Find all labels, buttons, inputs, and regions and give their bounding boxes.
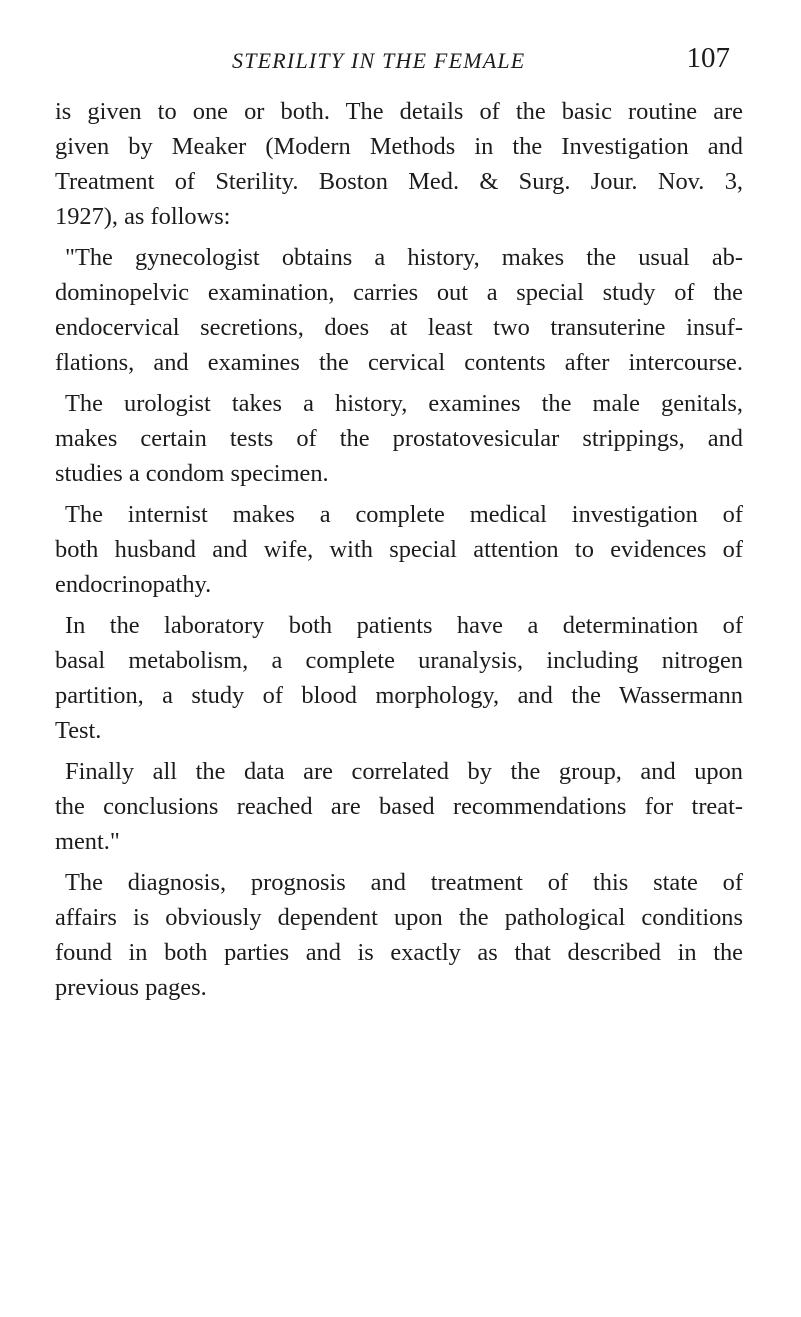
text-line: affairs is obviously dependent upon the pathological conditions (55, 904, 743, 931)
text-line: studies a condom specimen. (55, 460, 329, 487)
text-line: endocervical secretions, does at least two transuterine insuf- (55, 314, 743, 341)
text-line: partition, a study of blood morphology, and the Wassermann (55, 682, 743, 709)
text-line: both husband and wife, with special attention to evidences of (55, 536, 743, 563)
running-title: STERILITY IN THE FEMALE (232, 48, 526, 73)
text-line: makes certain tests of the prostatovesicular strippings, and (55, 425, 743, 452)
paragraph-urologist (55, 386, 743, 491)
text-line: Finally all the data are correlated by the group, and upon (65, 758, 743, 785)
text-line: the conclusions reached are based recommendations for treat- (55, 793, 743, 820)
text-line: flations, and examines the cervical contents after intercourse. (55, 349, 743, 376)
text-line: The urologist takes a history, examines the male genitals, (65, 390, 743, 417)
paragraph-intro (55, 94, 743, 234)
text-line: basal metabolism, a complete uranalysis, including nitrogen (55, 647, 743, 674)
text-line: endocrinopathy. (55, 571, 212, 598)
paragraph-laboratory (55, 608, 743, 748)
text-line: Test. (55, 717, 102, 744)
page-number: 107 (686, 42, 730, 74)
text-line: 1927), as follows: (55, 203, 231, 230)
text-line: previous pages. (55, 974, 207, 1001)
text-line: Treatment of Sterility. Boston Med. & Surg. Jour. Nov. 3, (55, 168, 743, 195)
text-line: given by Meaker (Modern Methods in the Investigation and (55, 133, 743, 160)
paragraph-gynecologist (55, 240, 743, 380)
text-line: is given to one or both. The details of the basic routine are (55, 98, 743, 125)
text-line: dominopelvic examination, carries out a special study of the (55, 279, 743, 306)
paragraph-finally (55, 754, 743, 859)
text-line: The internist makes a complete medical investigation of (65, 501, 743, 528)
paragraph-internist (55, 497, 743, 602)
paragraph-diagnosis (55, 865, 743, 1005)
body-text (55, 94, 743, 1005)
text-line: The diagnosis, prognosis and treatment of this state of (65, 869, 743, 896)
running-head (210, 42, 730, 82)
text-line: ment." (55, 828, 120, 855)
text-line: found in both parties and is exactly as that described in the (55, 939, 743, 966)
text-line: "The gynecologist obtains a history, makes the usual ab- (65, 244, 743, 271)
text-line: In the laboratory both patients have a determination of (65, 612, 743, 639)
